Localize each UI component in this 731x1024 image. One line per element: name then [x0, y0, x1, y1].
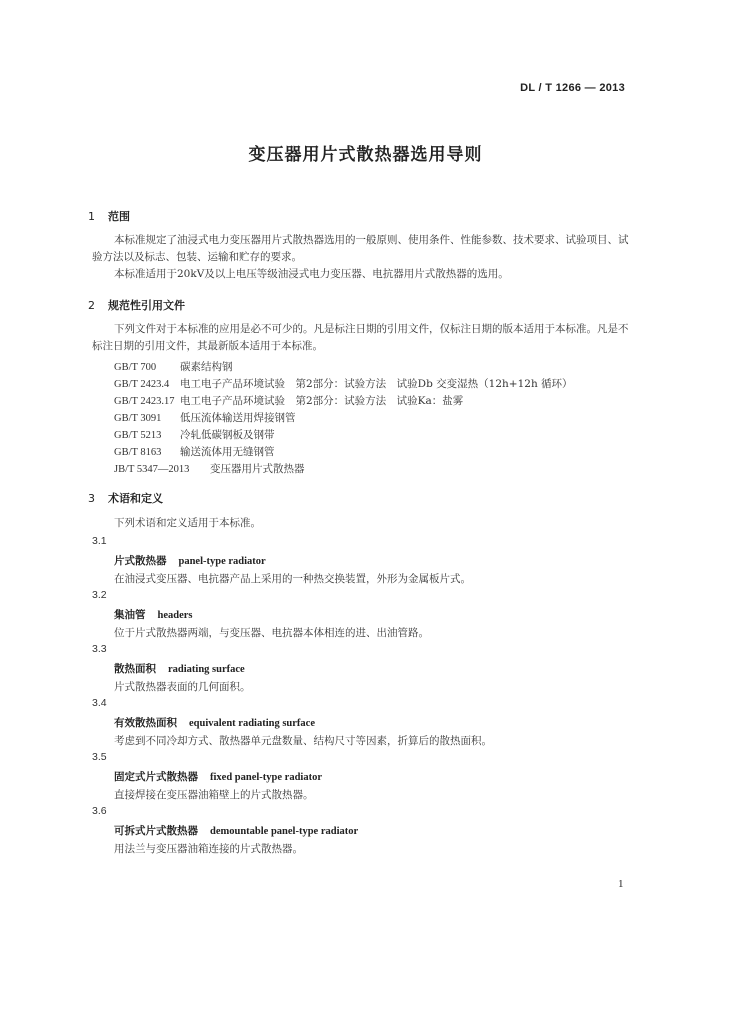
section-heading-terms-definitions [88, 490, 163, 506]
term-en: equivalent radiating surface [189, 718, 315, 729]
reference-item [114, 359, 233, 374]
section-number: 1 [88, 210, 95, 223]
reference-item [114, 376, 573, 391]
term-definition: 在油浸式变压器、电抗器产品上采用的一种热交换装置，外形为金属板片式。 [114, 573, 471, 585]
term-zh: 可拆式片式散热器 [114, 825, 198, 837]
section-number: 2 [88, 299, 95, 312]
term-heading [114, 553, 266, 568]
reference-code: GB/T 8163 [114, 447, 162, 458]
reference-code: GB/T 5213 [114, 430, 162, 441]
reference-title: 碳素结构钢 [180, 361, 233, 373]
term-en: headers [157, 610, 193, 621]
term-definition: 片式散热器表面的几何面积。 [114, 681, 251, 693]
term-heading [114, 661, 245, 676]
reference-title: 冷轧低碳钢板及钢带 [180, 429, 275, 441]
term-en: demountable panel-type radiator [210, 826, 359, 837]
section-heading-scope [88, 208, 130, 224]
reference-item [114, 461, 305, 476]
reference-item [114, 427, 275, 442]
section-title: 术语和定义 [108, 492, 163, 505]
reference-title: 输送流体用无缝钢管 [180, 446, 275, 458]
term-zh: 集油管 [114, 609, 146, 621]
term-definition: 考虑到不同冷却方式、散热器单元盘数量、结构尺寸等因素，折算后的散热面积。 [114, 735, 492, 747]
term-number: 3.1 [92, 535, 107, 547]
section-title: 规范性引用文件 [108, 299, 185, 312]
term-number: 3.4 [92, 697, 107, 709]
term-en: radiating surface [168, 664, 245, 675]
term-number: 3.6 [92, 805, 107, 817]
term-heading [114, 769, 322, 784]
document-code: DL / T 1266 — 2013 [520, 82, 625, 94]
section-title: 范围 [108, 210, 130, 223]
term-heading [114, 823, 358, 838]
document-title: 变压器用片式散热器选用导则 [248, 145, 483, 165]
term-en: panel-type radiator [178, 556, 266, 567]
normative-intro: 下列文件对于本标准的应用是必不可少的。凡是标注日期的引用文件，仅标注日期的版本适用于本标准。凡是不标注日期的引用文件，其最新版本适用于本标准。 [92, 323, 629, 352]
term-zh: 有效散热面积 [114, 717, 177, 729]
term-zh: 固定式片式散热器 [114, 771, 198, 783]
section-number: 3 [88, 492, 95, 505]
term-definition: 直接焊接在变压器油箱壁上的片式散热器。 [114, 789, 314, 801]
terms-intro: 下列术语和定义适用于本标准。 [114, 517, 261, 529]
term-heading [114, 607, 193, 622]
reference-code: GB/T 2423.17 [114, 396, 175, 407]
term-number: 3.5 [92, 751, 107, 763]
reference-title: 变压器用片式散热器 [210, 463, 305, 475]
term-number: 3.2 [92, 589, 107, 601]
section-heading-normative-references [88, 297, 185, 313]
term-zh: 散热面积 [114, 663, 156, 675]
term-definition: 用法兰与变压器油箱连接的片式散热器。 [114, 843, 303, 855]
reference-code: GB/T 2423.4 [114, 379, 170, 390]
reference-code: GB/T 3091 [114, 413, 162, 424]
page-number: 1 [618, 878, 624, 890]
scope-paragraph-1: 本标准规定了油浸式电力变压器用片式散热器选用的一般原则、使用条件、性能参数、技术要求、试验项目、试验方法以及标志、包装、运输和贮存的要求。 [92, 234, 629, 263]
term-definition: 位于片式散热器两端，与变压器、电抗器本体相连的进、出油管路。 [114, 627, 429, 639]
term-heading [114, 715, 315, 730]
scope-paragraph-2: 本标准适用于20kV及以上电压等级油浸式电力变压器、电抗器用片式散热器的选用。 [114, 268, 509, 280]
term-zh: 片式散热器 [114, 555, 167, 567]
reference-item [114, 393, 463, 408]
term-number: 3.3 [92, 643, 107, 655]
reference-title: 电工电子产品环境试验 第2部分：试验方法 试验Db 交变湿热（12h+12h 循环） [180, 378, 573, 390]
reference-item [114, 444, 275, 459]
reference-code: GB/T 700 [114, 362, 157, 373]
reference-code: JB/T 5347—2013 [114, 464, 190, 475]
reference-item [114, 410, 296, 425]
term-en: fixed panel-type radiator [210, 772, 322, 783]
reference-title: 低压流体输送用焊接钢管 [180, 412, 296, 424]
reference-title: 电工电子产品环境试验 第2部分：试验方法 试验Ka：盐雾 [180, 395, 464, 407]
